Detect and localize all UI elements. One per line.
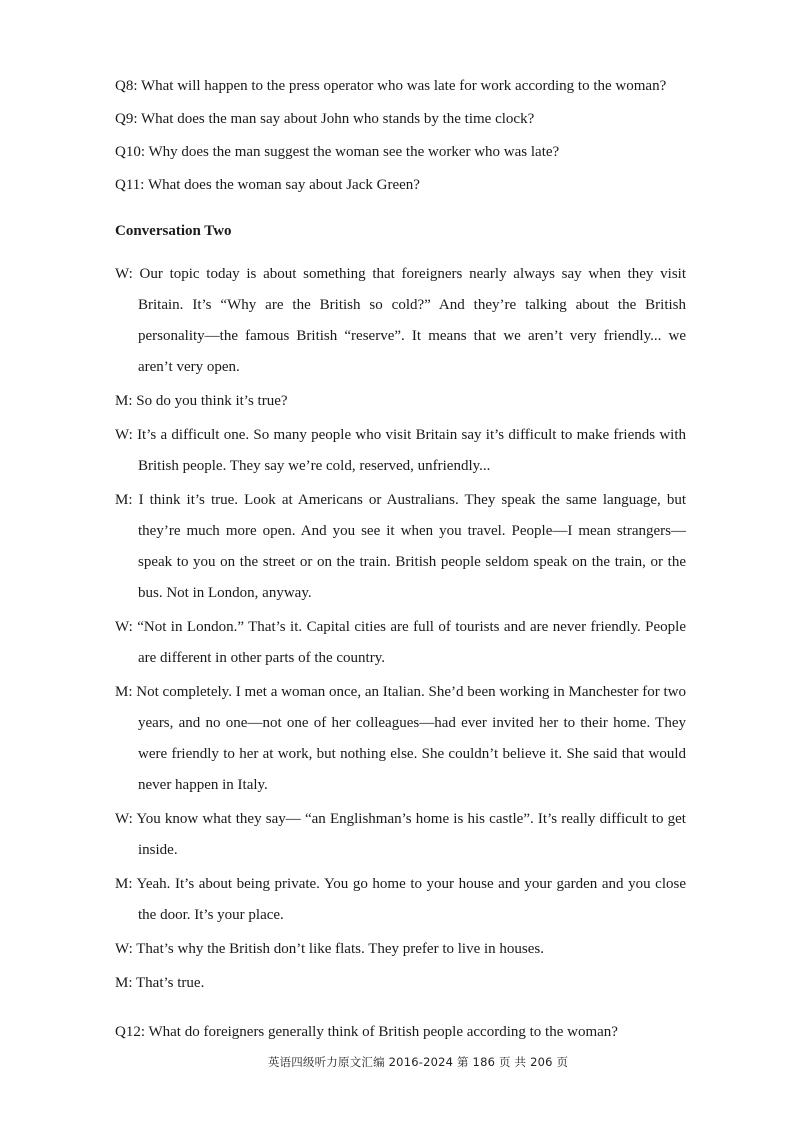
dialogue-turn	[115, 386, 686, 417]
dialogue-turn	[115, 804, 686, 866]
dialogue-turn	[115, 677, 686, 801]
speaker-label: M:	[115, 684, 133, 700]
page-footer: 英语四级听力原文汇编 2016-2024 第 186 页 共 206 页	[267, 1055, 569, 1069]
speaker-label: M:	[115, 876, 133, 892]
dialogue-turn	[115, 612, 686, 674]
question-text: What does the woman say about Jack Green?	[147, 177, 420, 193]
utterance-text: That’s why the British don’t like flats. They prefer to live in houses.	[136, 941, 544, 957]
dialogue-turn	[115, 259, 686, 383]
question-number: Q10:	[115, 144, 145, 160]
utterance-text: “Not in London.” That’s it. Capital cities are full of tourists and are never friendly. People are different in other parts of the country.	[137, 619, 687, 666]
speaker-label: M:	[115, 492, 133, 508]
question-text: Why does the man suggest the woman see the worker who was late?	[148, 144, 560, 160]
question-12	[115, 1022, 695, 1042]
utterance-text: It’s a difficult one. So many people who visit Britain say it’s difficult to make friends with British people. They say we’re cold, reserved, unfriendly...	[137, 427, 687, 474]
question-text: What do foreigners generally think of British people according to the woman?	[148, 1024, 618, 1040]
speaker-label: W:	[115, 266, 133, 282]
utterance-text: Our topic today is about something that foreigners nearly always say when they visit Britain. It’s “Why are the British so cold?” And they’re talking about the British personality—the famous British “reserve”. It means that we aren’t very friendly... we aren’t very open.	[138, 266, 686, 375]
speaker-label: M:	[115, 975, 133, 991]
utterance-text: I think it’s true. Look at Americans or Australians. They speak the same language, but they’re much more open. And you see it when you travel. People—I mean strangers—speak to you on the street or on the train. British people seldom speak on the train, or the bus. Not in London, anyway.	[138, 492, 687, 601]
utterance-text: Yeah. It’s about being private. You go home to your house and your garden and you close the door. It’s your place.	[136, 876, 686, 923]
question-9	[115, 109, 695, 129]
speaker-label: W:	[115, 427, 133, 443]
speaker-label: W:	[115, 941, 133, 957]
dialogue-turn	[115, 869, 686, 931]
speaker-label: W:	[115, 619, 133, 635]
question-text: What does the man say about John who stands by the time clock?	[140, 111, 535, 127]
utterance-text: So do you think it’s true?	[136, 393, 288, 409]
utterance-text: You know what they say— “an Englishman’s home is his castle”. It’s really difficult to get inside.	[136, 811, 686, 858]
utterance-text: That’s true.	[136, 975, 205, 991]
dialogue-turn	[115, 420, 686, 482]
question-10	[115, 142, 695, 162]
section-title: Conversation Two	[115, 223, 232, 239]
question-number: Q9:	[115, 111, 138, 127]
dialogue-turn	[115, 968, 686, 999]
utterance-text: Not completely. I met a woman once, an Italian. She’d been working in Manchester for two years, and no one—not one of her colleagues—had ever invited her to their home. They were friendly to her at work, but nothing else. She couldn’t believe it. She said that would never happen in Italy.	[136, 684, 687, 793]
question-number: Q12:	[115, 1024, 145, 1040]
question-8	[115, 76, 695, 96]
dialogue-turn	[115, 934, 686, 965]
speaker-label: W:	[115, 811, 133, 827]
conversation-transcript	[115, 259, 686, 1002]
question-11	[115, 175, 695, 195]
question-number: Q8:	[115, 78, 138, 94]
dialogue-turn	[115, 485, 686, 609]
question-text: What will happen to the press operator who was late for work according to the woman?	[140, 78, 667, 94]
question-number: Q11:	[115, 177, 145, 193]
speaker-label: M:	[115, 393, 133, 409]
